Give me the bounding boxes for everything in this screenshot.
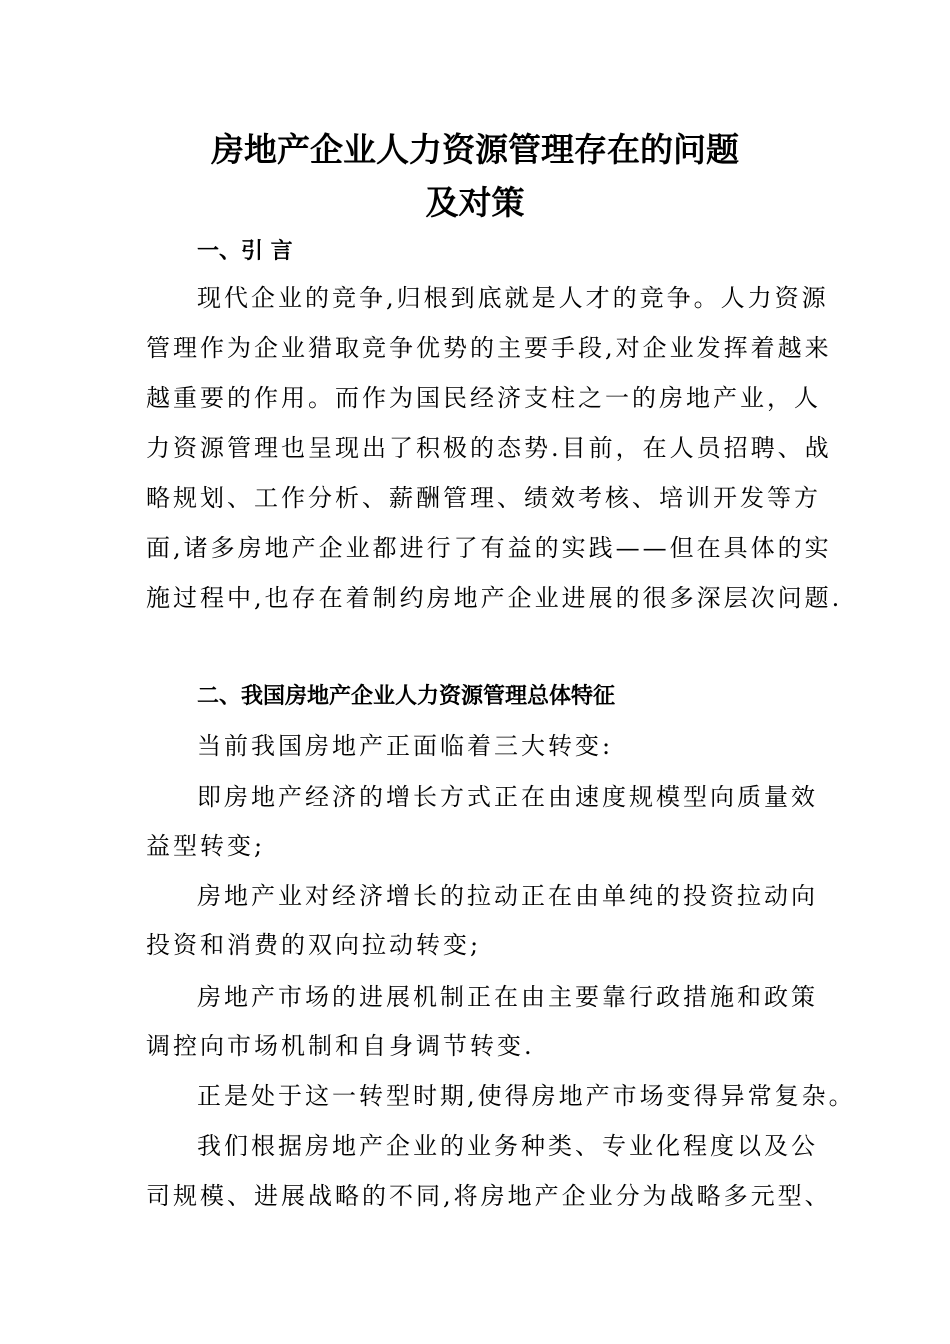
paragraph-line: 房地产市场的进展机制正在由主要靠行政措施和政策 — [197, 983, 818, 1011]
paragraph-line: 施过程中,也存在着制约房地产企业进展的很多深层次问题. — [146, 584, 843, 612]
paragraph-line: 即房地产经济的增长方式正在由速度规模型向质量效 — [197, 783, 818, 811]
paragraph-line: 投资和消费的双向拉动转变; — [146, 931, 482, 959]
document-title-line-1: 房地产企业人力资源管理存在的问题 — [211, 130, 739, 169]
paragraph-line: 房地产业对经济增长的拉动正在由单纯的投资拉动向 — [197, 882, 818, 910]
paragraph-line: 越重要的作用。而作为国民经济支柱之一的房地产业，人 — [146, 384, 821, 412]
paragraph-line: 略规划、工作分析、薪酬管理、绩效考核、培训开发等方 — [146, 484, 821, 512]
paragraph-line: 当前我国房地产正面临着三大转变: — [197, 732, 614, 760]
paragraph-line: 我们根据房地产企业的业务种类、专业化程度以及公 — [197, 1132, 818, 1160]
section-heading-characteristics: 二、我国房地产企业人力资源管理总体特征 — [197, 683, 616, 709]
paragraph-line: 面,诸多房地产企业都进行了有益的实践——但在具体的实 — [146, 534, 832, 562]
paragraph-line: 正是处于这一转型时期,使得房地产市场变得异常复杂。 — [197, 1082, 856, 1110]
paragraph-line: 管理作为企业猎取竞争优势的主要手段,对企业发挥着越来 — [146, 334, 832, 362]
section-heading-introduction: 一、引 言 — [197, 238, 293, 264]
paragraph-line: 调控向市场机制和自身调节转变. — [146, 1032, 535, 1060]
paragraph-line: 力资源管理也呈现出了积极的态势.目前，在人员招聘、战 — [146, 434, 832, 462]
paragraph-line: 益型转变; — [146, 832, 266, 860]
paragraph-line: 现代企业的竞争,归根到底就是人才的竞争。人力资源 — [197, 284, 829, 312]
document-title-line-2: 及对策 — [425, 183, 525, 222]
paragraph-line: 司规模、进展战略的不同,将房地产企业分为战略多元型、 — [146, 1182, 832, 1210]
